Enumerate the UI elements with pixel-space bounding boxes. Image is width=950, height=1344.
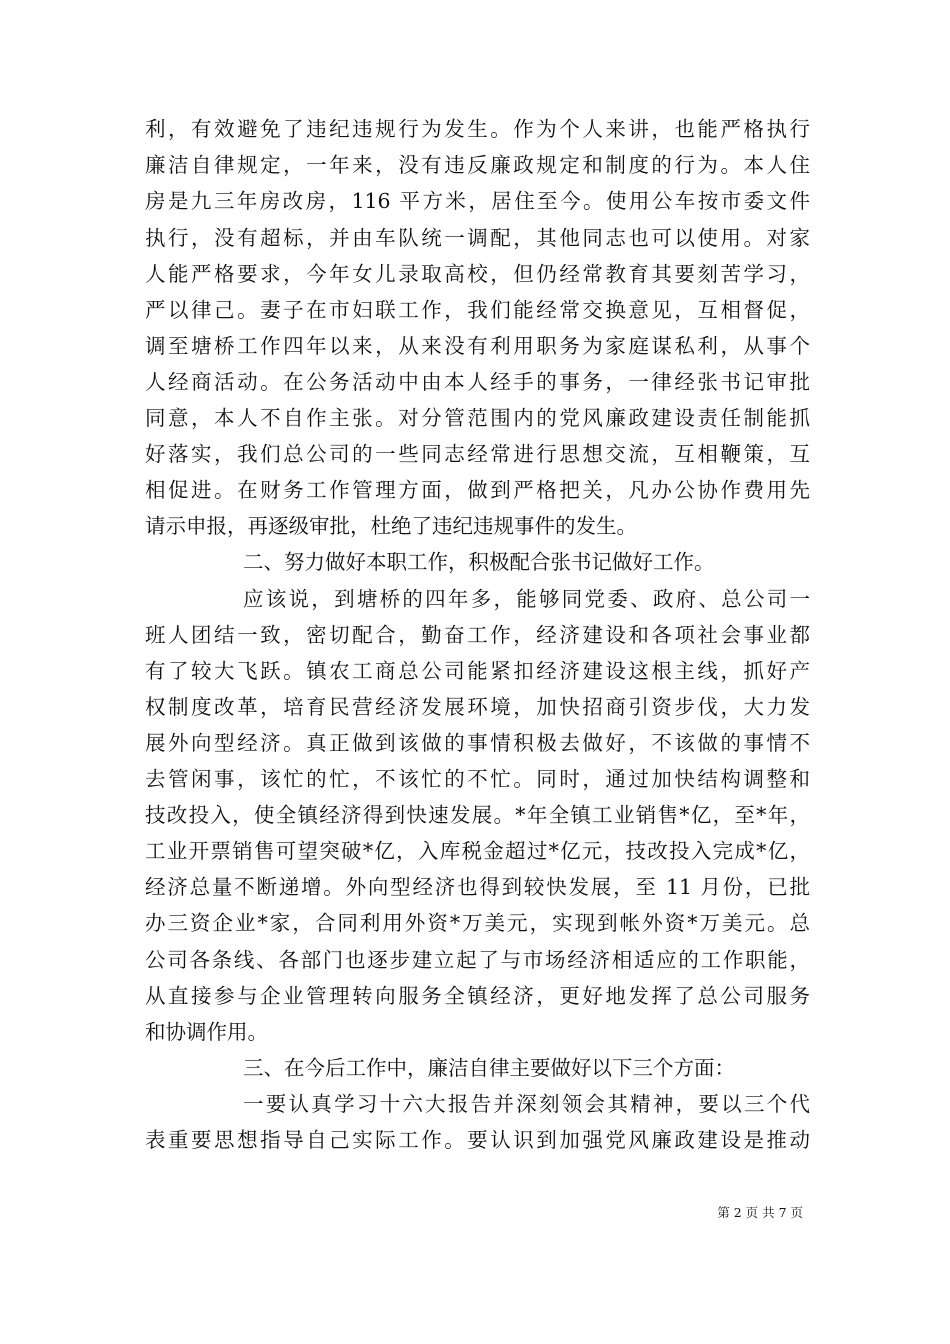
text-line: 经济总量不断递增。外向型经济也得到较快发展，至 11 月份，已批 [145, 875, 810, 899]
text-line: 房是九三年房改房，116 平方米，居住至今。使用公车按市委文件 [145, 189, 810, 213]
text-line: 利，有效避免了违纪违规行为发生。作为个人来讲，也能严格执行 [145, 117, 810, 141]
text-line: 和协调作用。 [145, 1020, 268, 1044]
text-line: 严以律己。妻子在市妇联工作，我们能经常交换意见，互相督促， [145, 298, 810, 322]
section-heading: 三、在今后工作中，廉洁自律主要做好以下三个方面： [243, 1056, 735, 1080]
section-heading: 二、努力做好本职工作，积极配合张书记做好工作。 [243, 550, 715, 574]
text-line: 权制度改革，培育民营经济发展环境，加快招商引资步伐，大力发 [145, 695, 810, 719]
paragraph-first-line: 一要认真学习十六大报告并深刻领会其精神，要以三个代 [243, 1092, 810, 1116]
text-line: 表重要思想指导自己实际工作。要认识到加强党风廉政建设是推动 [145, 1128, 810, 1152]
text-line: 人能严格要求，今年女儿录取高校，但仍经常教育其要刻苦学习， [145, 262, 810, 286]
text-line: 办三资企业*家，合同利用外资*万美元，实现到帐外资*万美元。总 [145, 911, 810, 935]
text-line: 展外向型经济。真正做到该做的事情积极去做好，不该做的事情不 [145, 731, 810, 755]
text-line: 廉洁自律规定，一年来，没有违反廉政规定和制度的行为。本人住 [145, 153, 810, 177]
text-line: 调至塘桥工作四年以来，从来没有利用职务为家庭谋私利，从事个 [145, 334, 810, 358]
text-line: 工业开票销售可望突破*亿，入库税金超过*亿元，技改投入完成*亿， [145, 839, 810, 863]
text-line: 人经商活动。在公务活动中由本人经手的事务，一律经张书记审批 [145, 370, 810, 394]
text-line: 班人团结一致，密切配合，勤奋工作，经济建设和各项社会事业都 [145, 623, 810, 647]
page-number-footer: 第 2 页 共 7 页 [717, 1205, 803, 1220]
text-line: 请示申报，再逐级审批，杜绝了违纪违规事件的发生。 [145, 514, 637, 538]
paragraph-first-line: 应该说，到塘桥的四年多，能够同党委、政府、总公司一 [243, 587, 810, 611]
text-line: 相促进。在财务工作管理方面，做到严格把关，凡办公协作费用先 [145, 478, 810, 502]
text-line: 同意，本人不自作主张。对分管范围内的党风廉政建设责任制能抓 [145, 406, 810, 430]
text-line: 公司各条线、各部门也逐步建立起了与市场经济相适应的工作职能， [145, 948, 810, 972]
text-line: 去管闲事，该忙的忙，不该忙的不忙。同时，通过加快结构调整和 [145, 767, 810, 791]
text-line: 执行，没有超标，并由车队统一调配，其他同志也可以使用。对家 [145, 226, 810, 250]
text-line: 从直接参与企业管理转向服务全镇经济，更好地发挥了总公司服务 [145, 984, 810, 1008]
text-line: 技改投入，使全镇经济得到快速发展。*年全镇工业销售*亿，至*年， [145, 803, 810, 827]
text-line: 好落实，我们总公司的一些同志经常进行思想交流，互相鞭策，互 [145, 442, 810, 466]
text-line: 有了较大飞跃。镇农工商总公司能紧扣经济建设这根主线，抓好产 [145, 659, 810, 683]
